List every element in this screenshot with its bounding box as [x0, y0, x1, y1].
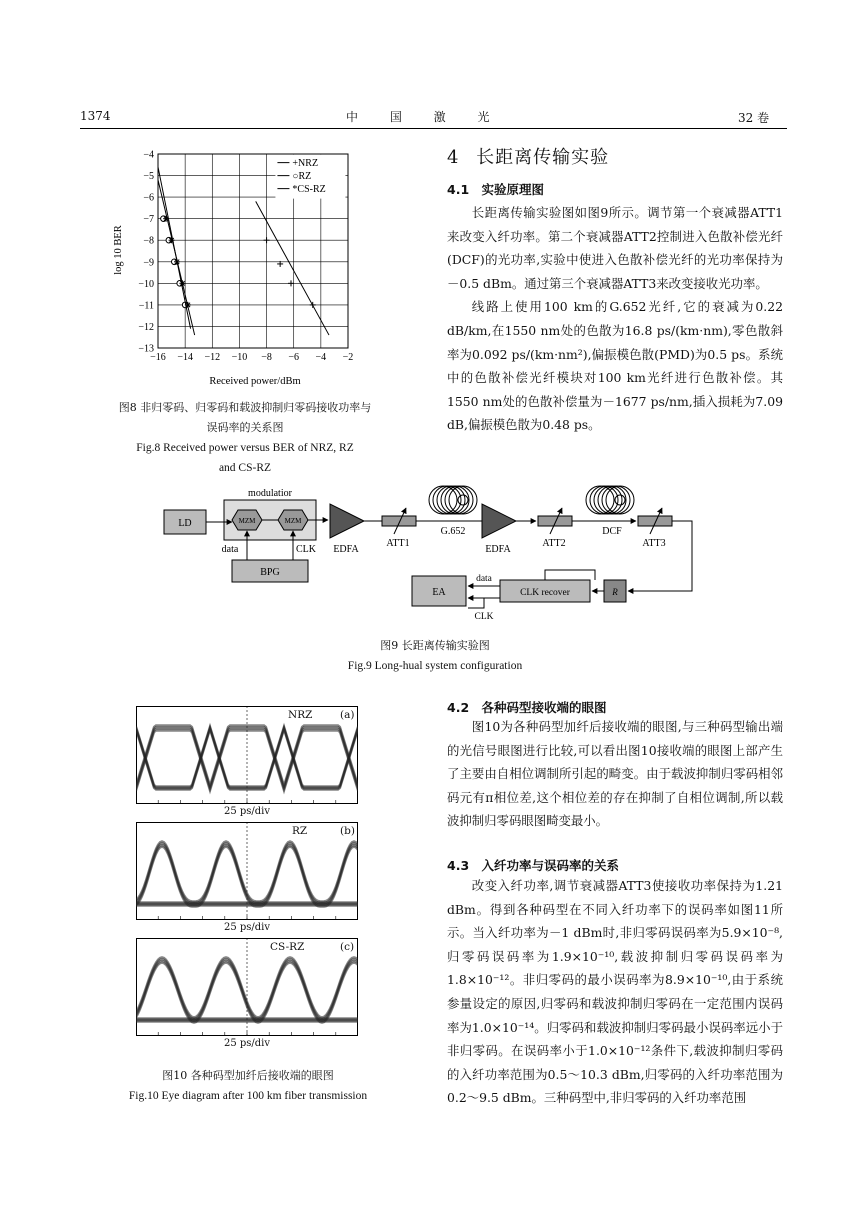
section-4-3-title: 4.3 入纤功率与误码率的关系 — [447, 858, 619, 873]
edfa2-label: EDFA — [485, 544, 511, 555]
x-tick-label: −8 — [261, 352, 272, 363]
y-axis-label: log 10 BER — [113, 225, 124, 275]
section-4-1-title: 4.1 实验原理图 — [447, 182, 544, 197]
fig8-caption — [80, 398, 410, 478]
legend-entry: +NRZ — [292, 158, 319, 170]
fig8-chart — [100, 140, 380, 392]
fig10-caption-cn: 图10 各种码型加纤后接收端的眼图 — [162, 1069, 334, 1082]
dcf-label: DCF — [602, 526, 622, 537]
data-point — [185, 302, 191, 308]
att3-block — [638, 516, 672, 526]
bpg-label: BPG — [260, 567, 280, 578]
ld-label: LD — [178, 518, 192, 529]
eye-scale: 25 ps/div — [223, 922, 271, 933]
edfa1-label: EDFA — [333, 544, 359, 555]
fig9-diagram — [150, 478, 710, 626]
x-axis-label: Received power/dBm — [209, 376, 301, 387]
x-tick-label: −6 — [288, 352, 300, 363]
x-tick-label: −10 — [231, 352, 248, 363]
clk2-label: CLK — [474, 612, 494, 622]
clk-recover-label: CLK recover — [520, 588, 570, 598]
att1-block — [382, 516, 416, 526]
chart-legend — [275, 155, 345, 199]
eye-diagram-rz — [136, 822, 358, 920]
data-point — [163, 216, 169, 222]
rx-label: R — [612, 587, 618, 597]
clk-label: CLK — [296, 544, 316, 555]
fig10-caption-en: Fig.10 Eye diagram after 100 km fiber transmission — [128, 1090, 368, 1102]
data-point — [179, 280, 185, 286]
data2-label: data — [476, 574, 492, 584]
mzm2-label: MZM — [284, 517, 302, 525]
x-tick-label: −12 — [204, 352, 221, 363]
eye-name: CS-RZ — [270, 941, 305, 953]
eye-tag: (a) — [340, 709, 355, 721]
att2-block — [538, 516, 572, 526]
x-tick-label: −16 — [150, 352, 166, 363]
y-tick-label: −11 — [138, 300, 154, 312]
data-point — [264, 237, 270, 243]
y-tick-label: −8 — [143, 235, 154, 247]
g652-label: G.652 — [440, 526, 466, 537]
fig8-caption-cn-2: 误码率的关系图 — [206, 421, 284, 434]
y-tick-label: −5 — [143, 171, 154, 183]
fig9-caption-cn: 图9 长距离传输实验图 — [380, 639, 490, 652]
mzm1-label: MZM — [238, 517, 256, 525]
att3-label: ATT3 — [642, 538, 666, 549]
fig9-caption-en: Fig.9 Long-hual system configuration — [347, 660, 523, 672]
fig8-caption-en-1: Fig.8 Received power versus BER of NRZ, RZ — [136, 442, 354, 454]
fig10-panels — [136, 706, 358, 1054]
data-point — [174, 259, 180, 265]
fig9-caption — [230, 636, 640, 676]
eye-tag: (c) — [340, 941, 355, 953]
eye-panel-csrz — [136, 938, 358, 1036]
x-tick-label: −14 — [177, 352, 193, 363]
journal-title: 中 国 激 光 — [346, 110, 491, 124]
ea-label: EA — [432, 587, 446, 598]
data-label: data — [221, 544, 239, 555]
att2-label: ATT2 — [542, 538, 566, 549]
y-tick-label: −12 — [138, 321, 154, 333]
section-4-2-title: 4.2 各种码型接收端的眼图 — [447, 700, 607, 715]
eye-scale: 25 ps/div — [223, 1038, 271, 1049]
series-line — [158, 167, 191, 329]
header-rule — [80, 128, 787, 129]
data-point — [169, 237, 175, 243]
edfa2-block — [482, 504, 516, 538]
eye-diagram-nrz — [136, 706, 358, 804]
eye-name: NRZ — [288, 709, 313, 721]
y-tick-label: −10 — [138, 278, 154, 290]
edfa1-block — [330, 504, 364, 538]
legend-entry: *CS-RZ — [292, 184, 326, 196]
paragraph: 图10为各种码型加纤后接收端的眼图,与三种码型输出端的光信号眼图进行比较,可以看出图10接收端的眼图上部产生了主要由自相位调制所引起的畸变。由于载波抑制归零码相邻码元有π相位差,这个相位差的存在抑制了自相位调制,所以载波抑制归零码眼图畸变最小。 — [447, 719, 783, 829]
y-tick-label: −4 — [143, 149, 154, 161]
volume: 32 卷 — [738, 111, 770, 125]
data-point — [288, 280, 294, 286]
x-tick-label: −2 — [342, 352, 354, 363]
section-4-3-body — [447, 874, 783, 1110]
paragraph: 长距离传输实验图如图9所示。调节第一个衰减器ATT1来改变入纤功率。第二个衰减器ATT2控制进入色散补偿光纤(DCF)的光功率,实验中使进入色散补偿光纤的光功率保持为－0.5 dBm。通过第三个衰减器ATT3来改变接收光功率。 — [447, 205, 783, 291]
section-4-2-body — [447, 715, 783, 833]
data-point — [310, 302, 316, 308]
y-tick-label: −6 — [143, 192, 154, 204]
y-tick-label: −9 — [143, 257, 154, 269]
eye-tag: (b) — [340, 825, 355, 837]
section-4-title: 4 长距离传输实验 — [447, 147, 610, 168]
g652-spool — [429, 486, 477, 514]
dcf-spool — [586, 486, 634, 514]
fig8-caption-cn-1: 图8 非归零码、归零码和载波抑制归零码接收功率与 — [118, 401, 372, 414]
section-4-1-body — [447, 201, 783, 437]
eye-name: RZ — [292, 825, 308, 837]
modulator-label: modulatior — [248, 488, 292, 499]
fig8-caption-en-2: and CS-RZ — [218, 462, 272, 474]
fig10-caption — [86, 1066, 410, 1106]
y-tick-label: −13 — [138, 343, 154, 355]
eye-panel-nrz — [136, 706, 358, 804]
paragraph: 改变入纤功率,调节衰减器ATT3使接收功率保持为1.21 dBm。得到各种码型在不同入纤功率下的误码率如图11所示。当入纤功率为－1 dBm时,非归零码误码率为5.9×10⁻⁸,归零码误码率为1.9×10⁻¹⁰,载波抑制归零码误码率为1.8×10⁻¹²。非归零码的最小误码率为8.9×10⁻¹⁰,由于系统参量设定的原因,归零码和载波抑制归零码在一定范围内误码率为1.0×10⁻¹⁴。归零码和载波抑制归零码最小误码率远小于非归零码。在误码率小于1.0×10⁻¹²条件下,载波抑制归零码的入纤功率范围为0.5～10.3 dBm,归零码的入纤功率范围为0.2～9.5 dBm。三种码型中,非归零码的入纤功率范围 — [447, 878, 783, 1106]
eye-diagram-csrz — [136, 938, 358, 1036]
eye-panel-rz — [136, 822, 358, 920]
eye-scale: 25 ps/div — [223, 806, 271, 817]
paragraph: 线路上使用100 km的G.652光纤,它的衰减为0.22 dB/km,在1550 nm处的色散为16.8 ps/(km·nm),零色散斜率为0.092 ps/(km·nm²),偏振模色散(PMD)为0.5 ps。系统中的色散补偿光纤模块对100 km光纤进行色散补偿。其1550 nm处的色散补偿量为－1677 ps/nm,插入损耗为7.09 dB,偏振模色散为0.48 ps。 — [447, 299, 783, 433]
legend-entry: ○RZ — [292, 171, 312, 183]
page-number: 1374 — [80, 109, 111, 123]
y-tick-label: −7 — [143, 214, 154, 226]
att1-label: ATT1 — [386, 538, 410, 549]
x-tick-label: −4 — [315, 352, 327, 363]
